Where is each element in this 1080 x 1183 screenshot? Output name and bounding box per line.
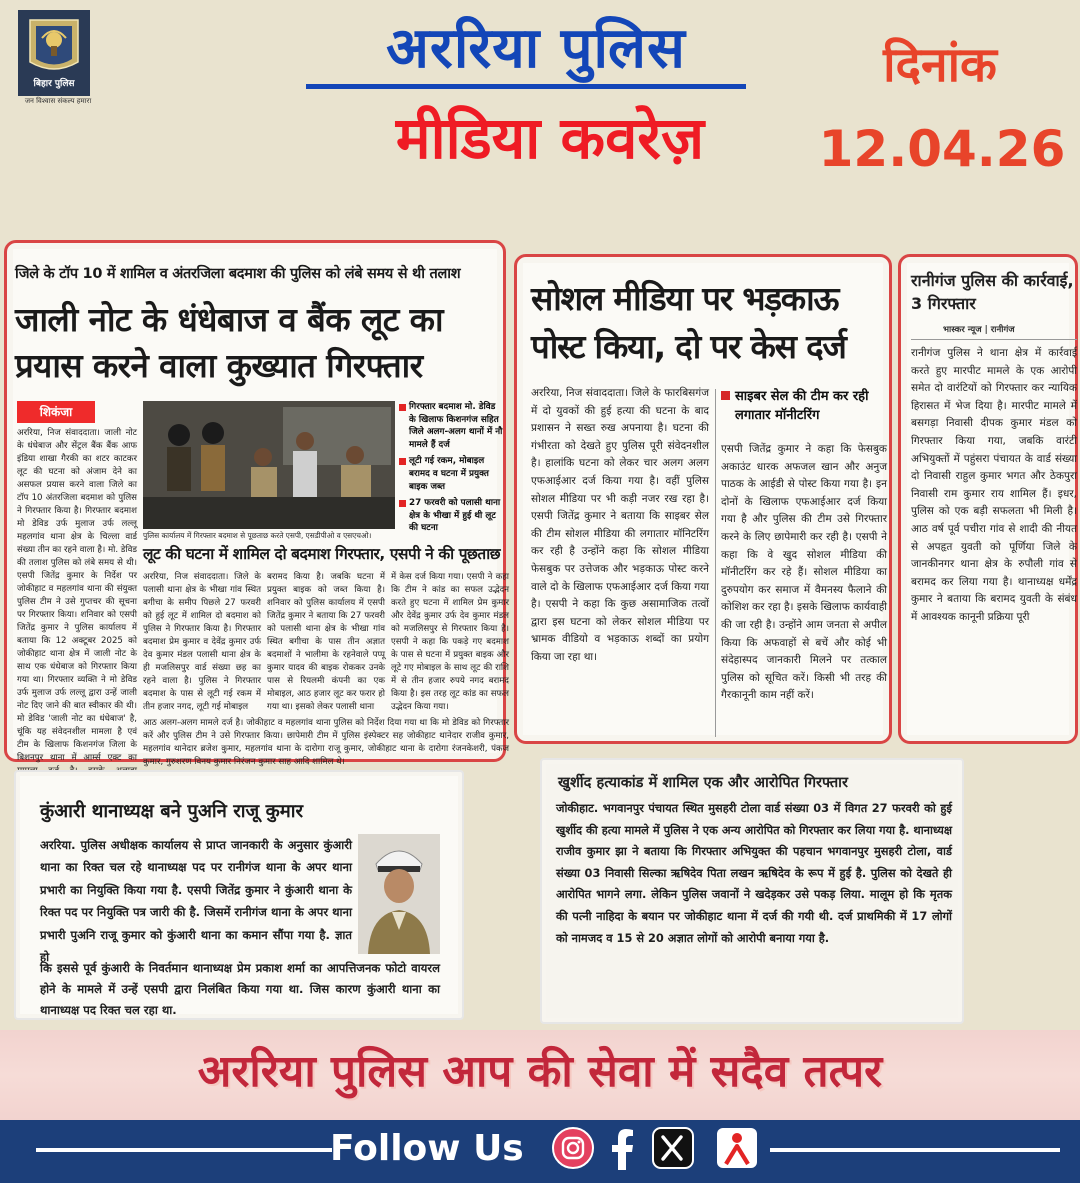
news-clipping-fake-currency <box>4 240 509 767</box>
officer-portrait-illustration <box>358 834 440 954</box>
clipping-headline: रानीगंज पुलिस की कार्रवाई, 3 गिरफ्तार <box>911 271 1074 313</box>
bullet-item: गिरफ्तार बदमाश मो. डेविड के खिलाफ किशनगंज सहित जिले अलग-अलग थानों में नौ मामले हैं दर्ज <box>399 401 505 451</box>
facebook-icon[interactable] <box>598 1124 648 1172</box>
title-underline <box>306 84 746 89</box>
article-continuation: आठ अलग-अलग मामले दर्ज है। जोकीहाट व महलगांव थाना पुलिस को निर्देश दिया गया था कि मो डेविड को गिरफ्तार करें और पुलिस टीम ने उसे गिरफ्तार किया। छापेमारी टीम में पुलिस इंस्पेक्टर सह जोकीहाट थानेदार राजीव कुमार, महलगांव थानेदार ब्रजेश कुमार, महलगांव थाना के दारोगा राजू कुमार, जोकीहाट थाना के दारोगा रंजनकेशरी, पंकज कुमार, गुरुशरण विनय कुमार निरंजन कुमार साह आदि शामिल थे। <box>143 718 509 767</box>
article-continuation: कि इससे पूर्व कुंआरी के निवर्तमान थानाध्यक्ष प्रेम प्रकाश शर्मा का आपत्तिजनक फोटो वायरल होने के मामले में उन्हें एसपी द्वारा निलंबित किया गया था. जिस कारण कुंआरी थाना का थानाध्यक्ष पद रिक्त चल रहा था. <box>40 961 440 1017</box>
page-subtitle: मीडिया कवरेज़ <box>395 104 705 172</box>
clipping-source: भास्कर न्यूज | रानीगंज <box>943 325 1015 335</box>
news-clipping-khurshid <box>540 758 964 1024</box>
date-label: दिनांक <box>883 37 997 93</box>
article-column-2: अररिया, निज संवाददाता। जिले के पलासी थाना क्षेत्र के भीखा गांव स्थित बगीचा के समीप पिछले 27 फरवरी को हुई लूट में शामिल दो बदमाश को पुलिस ने गिरफ्तार किया है। गिरफ्तार बदमाश प्रेम कुमार व देवेंद्र कुमार उर्फ देव कुमार मंडल पलासी थाना क्षेत्र के ही मजलिसपुर वार्ड संख्या छह का रहने वाला है। पुलिस ने गिरफ्तार बदमाश के पास से लूटी गई रकम में तीन हजार नगद, लूटी गई मोबाइल <box>143 572 261 712</box>
clipping-headline: खुर्शीद हत्याकांड में शामिल एक और आरोपित गिरफ्तार <box>558 774 848 791</box>
article-body: अररिया. पुलिस अधीक्षक कार्यालय से प्राप्त जानकारी के अनुसार कुंआरी थाना का रिक्त चल रहे थानाध्यक्ष पद पर रानीगंज थाना के अपर थाना प्रभारी का नियुक्ति किया गया है. एसपी जितेंद्र कुमार ने कुंआरी थाना के रिक्त पद पर नियुक्ति पत्र जारी की है. जिसमें रानीगंज थाना के अपर थाना प्रभारी पुअनि राजू कुमार को कुंआरी थाना का कमान सौंपा गया है. ज्ञात हो <box>40 838 352 965</box>
news-clipping-kunwari <box>14 770 464 1020</box>
article-column-left: अररिया, निज संवाददाता। जिले के फारबिसगंज में दो युवकों की हुई हत्या की घटना के बाद प्रशासन ने सख्त रुख अपनाया है। घटना की गंभीरता को देखते हुए पुलिस पूरी संवेदनशील है। हालांकि घटना को लेकर चार अलग अलग एफआईआर दर्ज किया गया है। वहीं पुलिस सोशल मीडिया पर भी कड़ी नजर रख रहा है। एसपी जितेंद्र कुमार ने बताया कि साइबर सेल की टीम सोशल मीडिया की लगातार मॉनिटरिंग कर रही है उन्होंने कहा कि सोशल मीडिया फेसबुक पर उत्तेजक और भड़काऊ पोस्ट करने वाले दो के खिलाफ एफआईआर दर्ज किया गया है। एसपी ने कहा कि कुछ असामाजिक तत्वों द्वारा इस घटना को लेकर सोशल मीडिया पर भ्रामक वीडियो व भड़काऊ शब्दों का प्रयोग किया जा रहा था। <box>531 387 709 663</box>
clipping-headline: जाली नोट के धंधेबाज व बैंक लूट का प्रयास करने वाला कुख्यात गिरफ्तार <box>15 300 443 385</box>
bullet-item: 27 फरवरी को पलासी थाना क्षेत्र के भीखा में हुई थी लूट की घटना <box>399 497 505 535</box>
instagram-icon[interactable] <box>548 1124 598 1172</box>
clipping-headline: सोशल मीडिया पर भड़काऊ पोस्ट किया, दो पर केस दर्ज <box>531 279 846 366</box>
article-column-3: बरामद किया है। जबकि घटना में प्रयुक्त बाइक को जब्त किया है। शनिवार को पुलिस कार्यालय में एसपी जितेंद्र कुमार ने बताया कि 27 फरवरी को पलासी थाना क्षेत्र के भीखा गांव स्थित बगीचा के पास तीन अज्ञात बदमाशों ने भालीमा के रहनेवाले पप्पू कुमार यादव की बाइक रोककर उनके पास से रियलमी कंपनी का एक मोबाइल, आठ हजार लूट कर फरार हो गया था। इसको लेकर पलासी थाना <box>267 572 385 712</box>
follow-rule-left <box>36 1148 332 1152</box>
article-column-1: अररिया, निज संवाददाता। जाली नोट के धंधेबाज और सेंट्रल बैंक बैंक आफ इंडिया शाखा गैरकी का शटर काटकर लूट की घटना को अंजाम देने का असफल प्रयास करने वाला जिले का टॉप 10 अंतरजिला बदमाश को पुलिस ने गिरफ्तार किया है। गिरफ्तार बदमाश मो डेविड उर्फ मुलाज उर्फ लल्लू महलगांव थाना क्षेत्र के चिल्ला वार्ड संख्या तीन का रहने वाला है। मो. डेविड की तलाश पुलिस को लंबे समय से थी। एसपी जितेंद्र कुमार के निर्देश पर जोकीहाट व महलगांव थाना की संयुक्त पुलिस टीम ने उसे गुप्तचर की सूचना पर गिरफ्तार किया। शनिवार को एसपी जितेंद्र कुमार ने पुलिस कार्यालय में बताया कि 12 अक्टूबर 2025 को जोकीहाट थाना क्षेत्र में जाली नोट के साथ एक धंधेबाज को गिरफ्तार किया गया था। गिरफ्तार व्यक्ति ने मो डेविड उर्फ मुलाज उर्फ लल्लू द्वारा उन्हें जाली नोट दिए जाने की बात स्वीकार की थी। मो डेविड 'जाली नोट का धंधेबाज' है, चूंकि यह संवेदनशील मामला है एवं टीम के खिलाफ किशनगंज जिला के बिशनपुर थाना में आर्म्स एक्ट का <box>17 428 137 763</box>
clipping-bullets <box>399 401 505 539</box>
follow-us-label: Follow Us <box>330 1128 524 1169</box>
press-conference-photo <box>143 401 395 529</box>
column-divider <box>715 389 716 737</box>
clipping-headline: कुंआरी थानाध्यक्ष बने पुअनि राजू कुमार <box>40 801 303 822</box>
x-twitter-icon[interactable] <box>648 1124 698 1172</box>
citizen-app-icon[interactable] <box>712 1124 762 1172</box>
news-clipping-raniganj <box>898 254 1078 744</box>
bullet-item: लूटी गई रकम, मोबाइल बरामद व घटना में प्रयुक्त बाइक जब्त <box>399 455 505 493</box>
date-value: 12.04.26 <box>818 120 1066 178</box>
page-title: अररिया पुलिस <box>386 16 686 81</box>
logo-motto: जन विश्वास संकल्प हमारा <box>24 97 92 105</box>
article-body: रानीगंज पुलिस ने थाना क्षेत्र में कार्रवाई करते हुए मारपीट मामले के एक आरोपी समेत दो वारंटियों को गिरफ्तार कर न्यायिक हिरासत में भेज दिया है। मारपीट मामले में बसगड़ा निवासी दीपक कुमार मंडल को गिरफ्तार किया गया, जबकि वारंटी अभियुक्तों में पहुंसरा पंचायत के वार्ड संख्या दो निवासी राहुल कुमार भगत और ठेकपुरा निवासी राम कुमार राय शामिल हैं। इधर, पुलिस को एक बड़ी सफलता भी मिली है। आठ वर्ष पूर्व पचीरा गांव से शादी की नीयत से अपहृत युवती को पूर्णिया जिले के जानकीनगर थाना क्षेत्र के रुपौली गांव से बरामद कर लिया गया है। थानाध्यक्ष धर्मेंद्र कुमार ने बताया कि बरामद युवती के संबंध में आवश्यक कानूनी प्रक्रिया पूरी <box>911 347 1077 623</box>
bihar-police-logo <box>18 10 90 96</box>
clipping-subheadline: लूट की घटना में शामिल दो बदमाश गिरफ्तार, एसपी ने की पूछताछ <box>143 545 501 563</box>
clipping-tag: शिकंजा <box>17 401 95 423</box>
press-photo-illustration <box>143 401 395 529</box>
follow-rule-right <box>770 1148 1060 1152</box>
clipping-side-headline: साइबर सेल की टीम कर रही लगातार मॉनीटरिंग <box>721 387 881 425</box>
article-column-right: एसपी जितेंद्र कुमार ने कहा कि फेसबुक अकाउंट धारक अफजल खान और अनुज पाठक के आईडी से पोस्ट किया गया है। इन दोनों के खिलाफ एफआईआर दर्ज किया गया है और पुलिस की टीम उसे गिरफ्तार करने के लिए छापेमारी कर रही है। एसपी ने कहा कि वे खुद सोशल मीडिया की मॉनीटरिंग कर रहे हैं। सोशल मीडिया का दुरुपयोग कर समाज में वैमनस्य फैलाने की कोशिश कर रहा है। इसके खिलाफ कार्यवाही की जा रही है। उन्होंने आम जनता से अपील किया कि अफवाहों से बचें और कोई भी संदेहास्पद जानकारी मिलने पर तत्काल पुलिस को सूचित करें। किसी भी तरह की गैरकानूनी काम नहीं करें। <box>721 443 887 702</box>
officer-portrait <box>358 834 440 954</box>
header-rule <box>911 339 1077 340</box>
article-column-4: में केस दर्ज किया गया। एसपी ने कहा कि टीम ने कांड का सफल उद्भेदन करते हुए घटना में शामिल प्रेम कुमार और देवेंद्र कुमार उर्फ देव कुमार मंडल को मजलिसपुर से गिरफ्तार किया है। एसपी ने कहा कि पकड़े गए बदमाश के पास से घटना में प्रयुक्त बाइक और लूटे गए मोबाइल के साथ लूट की राशि में से तीन हजार रुपये नगद बरामद किया है। इस तरह लूट कांड का सफल उद्भेदन किया गया। <box>391 572 509 712</box>
clipping-kicker: जिले के टॉप 10 में शामिल व अंतरजिला बदमाश की पुलिस को लंबे समय से थी तलाश <box>15 266 461 282</box>
article-body: जोकीहाट. भगवानपुर पंचायत स्थित मुसहरी टोला वार्ड संख्या 03 में विगत 27 फरवरी को हुई खुर्शीद की हत्या मामले में पुलिस ने एक अन्य आरोपित को गिरफ्तार कर लिया गया है. थानाध्यक्ष राजीव कुमार झा ने बताया कि गिरफ्तार अभियुक्त की पहचान भगवानपुर मुसहरी टोला, वार्ड संख्या 03 निवासी सिल्का ऋषिदेव पिता लखन ऋषिदेव के रूप में हुई है. पुलिस को देखते ही आरोपित भागने लगा. लेकिन पुलिस जवानों ने खदेड़कर उसे पकड़ लिया. मालूम हो कि मृतक की पत्नी नाहिदा के बयान पर जोकीहाट थाना में दर्ज की गयी थी. दर्ज प्राथमिकी में 17 लोगों को नामजद व 15 से 20 अज्ञात लोगों को आरोपी बनाया गया है. <box>556 801 952 945</box>
photo-caption: पुलिस कार्यालय में गिरफ्तार बदमाश से पूछताछ करते एसपी, एसडीपीओ व एसएचओ। <box>143 531 372 540</box>
logo-text: बिहार पुलिस <box>33 79 75 89</box>
news-clipping-social-media <box>514 254 892 744</box>
slogan: अररिया पुलिस आप की सेवा में सदैव तत्पर <box>197 1046 883 1097</box>
